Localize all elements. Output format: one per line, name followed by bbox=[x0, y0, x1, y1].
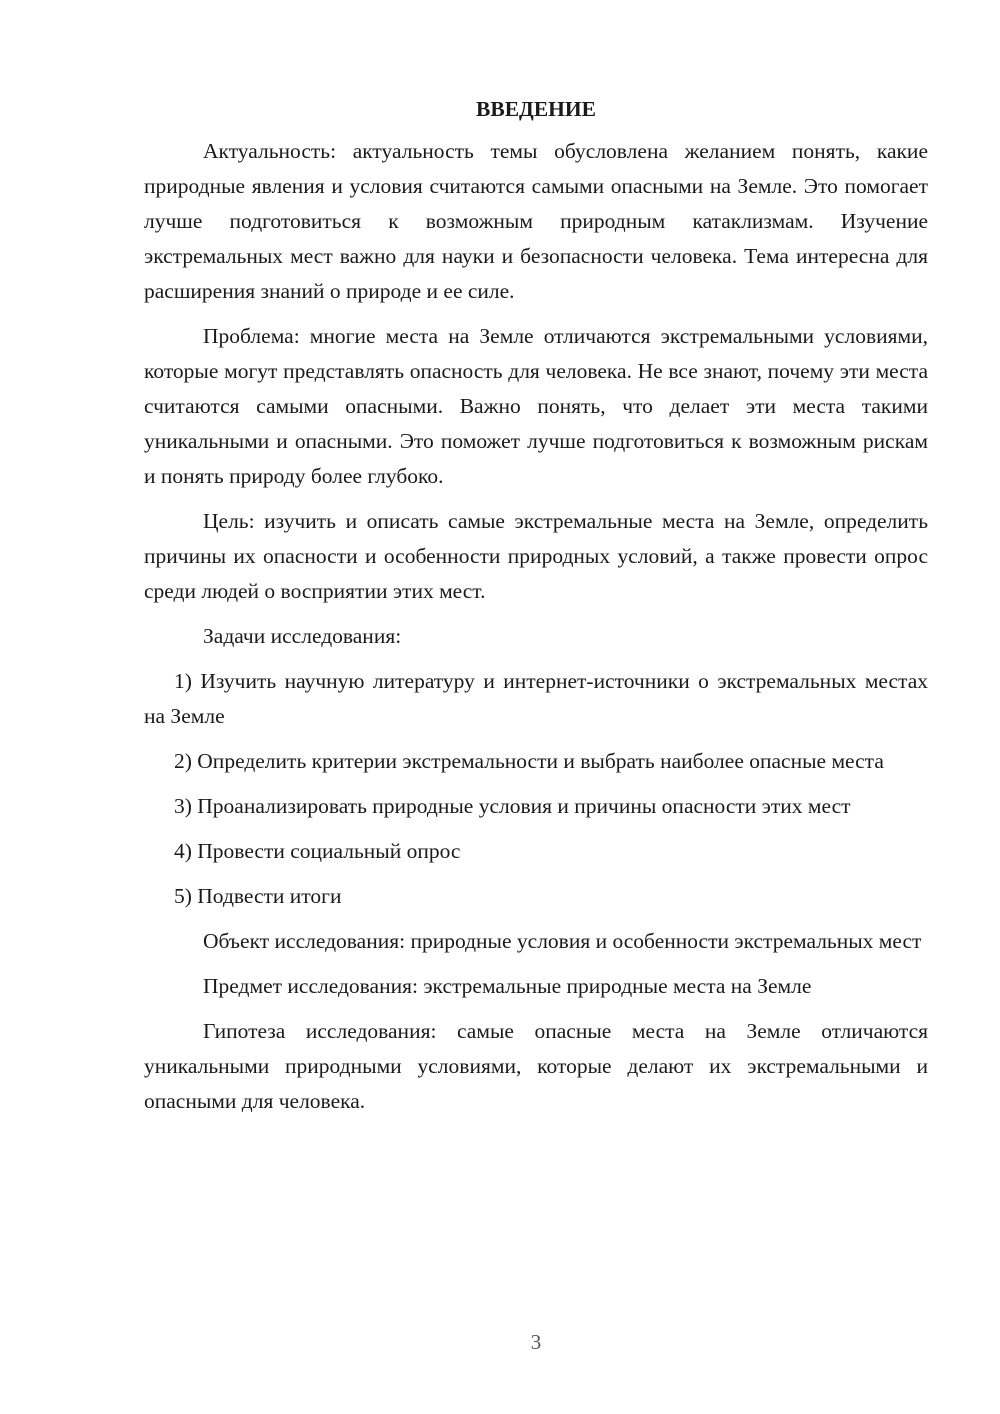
page-number: 3 bbox=[530, 1330, 542, 1354]
document-page bbox=[144, 92, 928, 1129]
relevance-paragraph: Актуальность: актуальность темы обусловлена желанием понять, какие природные явления и условия считаются самыми опасными на Земле. Это помогает лучше подготовиться к возможным природным катаклизмам. Изучение экстремальных мест важно для науки и безопасности человека. Тема интересна для расширения знаний о природе и ее силе. bbox=[144, 139, 928, 303]
page-title: ВВЕДЕНИЕ bbox=[476, 97, 596, 121]
goal-paragraph: Цель: изучить и описать самые экстремальные места на Земле, определить причины их опасности и особенности природных условий, а также провести опрос среди людей о восприятии этих мест. bbox=[144, 509, 928, 603]
task-item: 2) Определить критерии экстремальности и выбрать наиболее опасные места bbox=[174, 749, 884, 773]
task-item: 4) Провести социальный опрос bbox=[174, 839, 461, 863]
problem-paragraph: Проблема: многие места на Земле отличаются экстремальными условиями, которые могут представлять опасность для человека. Не все знают, почему эти места считаются самыми опасными. Важно понять, что делает эти места такими уникальными и опасными. Это поможет лучше подготовиться к возможным рискам и понять природу более глубоко. bbox=[144, 324, 928, 488]
task-item: 3) Проанализировать природные условия и причины опасности этих мест bbox=[174, 794, 851, 818]
task-item: 5) Подвести итоги bbox=[174, 884, 342, 908]
task-item: 1) Изучить научную литературу и интернет-источники о экстремальных местах на Земле bbox=[144, 669, 928, 728]
hypothesis-paragraph: Гипотеза исследования: самые опасные места на Земле отличаются уникальными природными условиями, которые делают их экстремальными и опасными для человека. bbox=[144, 1019, 928, 1113]
subject-paragraph: Предмет исследования: экстремальные природные места на Земле bbox=[203, 974, 812, 998]
object-paragraph: Объект исследования: природные условия и особенности экстремальных мест bbox=[203, 929, 922, 953]
tasks-heading: Задачи исследования: bbox=[203, 624, 402, 648]
